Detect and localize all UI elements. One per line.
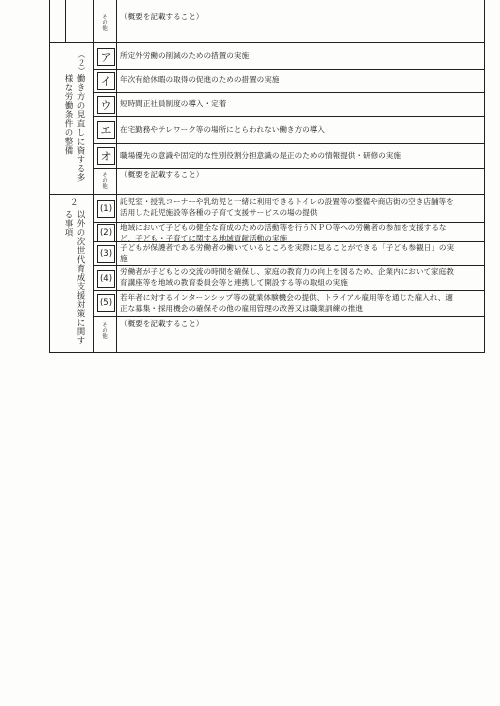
left-border: [49, 0, 50, 353]
top-other-text: （概要を記載すること）: [120, 12, 204, 21]
bottom-border: [49, 352, 485, 353]
item-text-i: 年次有給休暇の取得の促進のための措置の実施: [120, 75, 280, 84]
mark-divider: [93, 0, 94, 42]
item-mark-o: オ: [97, 147, 115, 165]
section-divider: [49, 194, 485, 195]
section2-other-text: （概要を記載すること）: [120, 319, 204, 328]
item-num-4: (4): [97, 270, 115, 288]
section1-other-text: （概要を記載すること）: [120, 170, 204, 179]
right-border: [484, 0, 485, 353]
row-divider: [93, 290, 485, 291]
section2-other-label: その他: [101, 322, 107, 339]
item-text-4: 労働者が子どもとの交流の時間を確保し、家庭の教育力の向上を図るため、企業内において家庭教育講座等を地域の教育委員会等と連携して開設する等の取組の実施: [120, 267, 454, 287]
category-divider: [65, 0, 66, 42]
item-mark-i: イ: [97, 72, 115, 90]
item-mark-u: ウ: [97, 96, 115, 114]
item-text-e: 在宅勤務やテレワーク等の場所にとらわれない働き方の導入: [120, 125, 325, 134]
item-mark-e: エ: [97, 121, 115, 139]
row-divider: [93, 265, 485, 266]
category-divider: [93, 42, 94, 353]
section2-title: 以外の次世代育成支援対策に関する事項: [63, 210, 85, 345]
row-divider: [93, 116, 485, 117]
item-num-3: (3): [97, 245, 115, 263]
row-divider: [49, 42, 485, 43]
section1-number: （２）: [77, 50, 86, 76]
mark-divider: [116, 0, 117, 353]
item-text-u: 短時間正社員制度の導入・定着: [120, 99, 227, 108]
section1-other-label: その他: [101, 172, 107, 189]
section1-title: 働き方の見直しに資する多様な労働条件の整備: [63, 74, 85, 182]
row-divider: [93, 316, 485, 317]
row-divider: [93, 143, 485, 144]
item-text-a: 所定外労働の削減のための措置の実施: [120, 51, 250, 60]
row-divider: [93, 69, 485, 70]
item-num-1: (1): [97, 200, 115, 218]
item-text-3: 子どもが保護者である労働者の働いているところを実際に見ることができる「子ども参観日」の実施: [120, 243, 455, 263]
row-divider: [93, 92, 485, 93]
row-divider: [93, 168, 485, 169]
item-text-5: 若年者に対するインターンシップ等の就業体験機会の提供、トライアル雇用等を通じた雇入れ、適正な募集・採用機会の確保その他の雇用管理の改善又は職業訓練の推進: [120, 293, 454, 313]
item-text-2: 地域において子どもの健全な育成のための活動等を行うＮＰＯ等への労働者の参加を支援するなど、子ども・子育てに関する地域貢献活動の実施: [120, 223, 447, 243]
top-other-label: その他: [101, 14, 107, 31]
section2-number: ２: [70, 198, 79, 208]
item-num-5: (5): [97, 294, 115, 312]
item-text-o: 職場優先の意識や固定的な性別役割分担意識の是正のための情報提供・研修の実施: [120, 151, 401, 160]
item-num-2: (2): [97, 224, 115, 242]
item-mark-a: ア: [97, 48, 115, 66]
item-text-1: 託児室・授乳コーナーや乳幼児と一緒に利用できるトイレの設置等の整備や商店街の空き店舗等を活用した託児施設等各種の子育て支援サービスの場の提供: [120, 197, 454, 217]
